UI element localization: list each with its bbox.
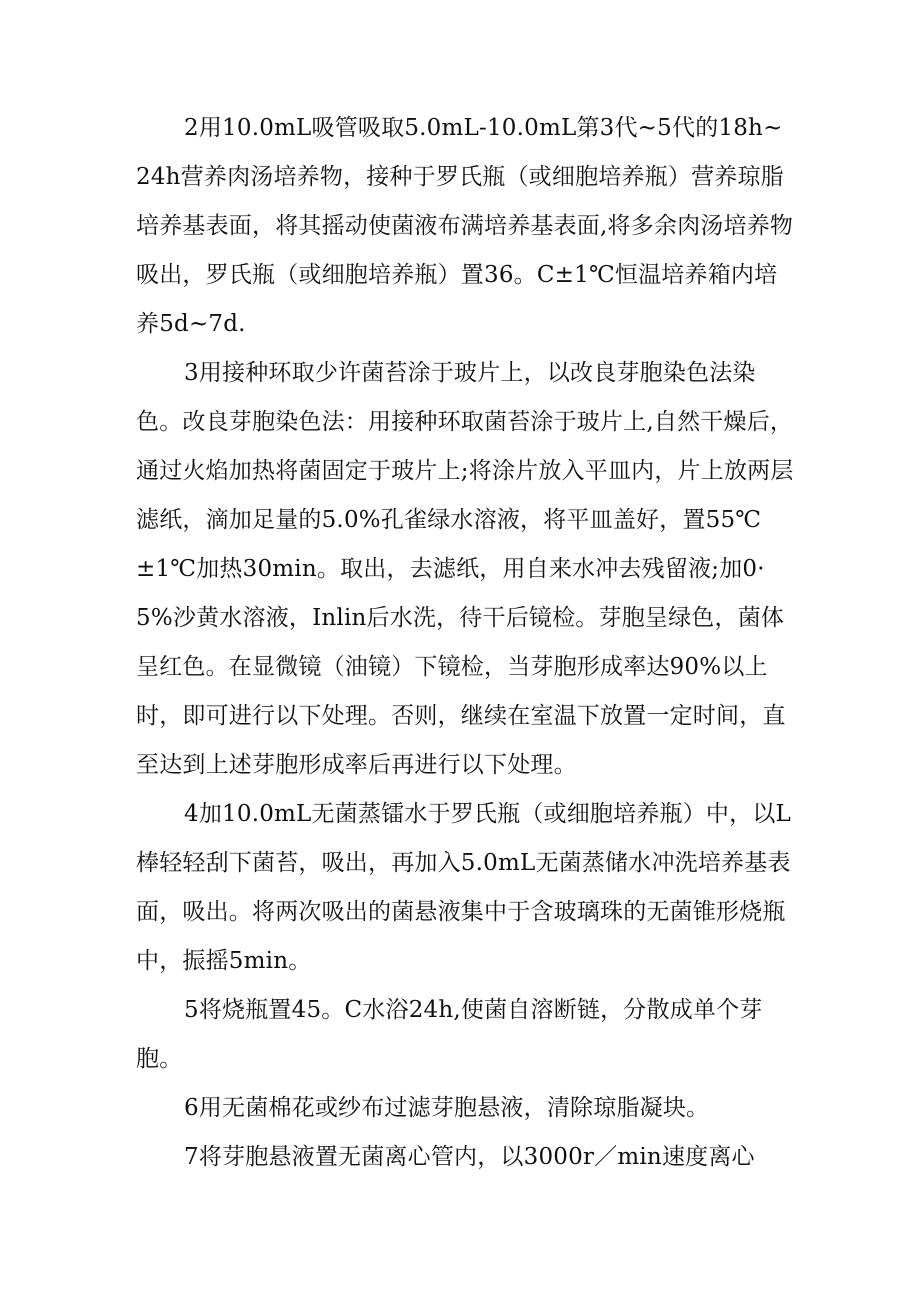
paragraph-step-7: 7将芽胞悬液置无菌离心管内，以3000r／min速度离心 xyxy=(184,1144,755,1170)
paragraph-step-6: 6用无菌棉花或纱布过滤芽胞悬液，清除琼脂凝块。 xyxy=(184,1095,710,1121)
paragraph-step-2: 2用10.0mL吸管吸取5.0mL-10.0mL第3代~5代的18h~24h营养肉汤培养物，接种于罗氏瓶（或细胞培养瓶）营养琼脂培养基表面，将其摇动使菌液布满培养基表面,将多余肉汤培养物吸出，罗氏瓶（或细胞培养瓶）置36。C±1℃恒温培养箱内培养5d~7d. xyxy=(136,115,794,337)
paragraph-step-5: 5将烧瓶置45。C水浴24h,使菌自溶断链，分散成单个芽胞。 xyxy=(136,997,763,1072)
paragraph-step-4: 4加10.0mL无菌蒸镭水于罗氏瓶（或细胞培养瓶）中，以L棒轻轻刮下菌苔，吸出，再加入5.0mL无菌蒸储水冲洗培养基表面，吸出。将两次吸出的菌悬液集中于含玻璃珠的无菌锥形烧瓶中，振摇5min。 xyxy=(136,801,792,974)
paragraph-step-3: 3用接种环取少许菌苔涂于玻片上，以改良芽胞染色法染色。改良芽胞染色法：用接种环取菌苔涂于玻片上,自然干燥后，通过火焰加热将菌固定于玻片上;将涂片放入平皿内，片上放两层滤纸，滴加足量的5.0%孔雀绿水溶液，将平皿盖好，置55℃±1℃加热30min。取出，去滤纸，用自来水冲去残留液;加0·5%沙黄水溶液，Inlin后水洗，待干后镜检。芽胞呈绿色，菌体呈红色。在显微镜（油镜）下镜检，当芽胞形成率达90%以上时，即可进行以下处理。否则，继续在室温下放置一定时间，直至达到上述芽胞形成率后再进行以下处理。 xyxy=(136,360,794,778)
